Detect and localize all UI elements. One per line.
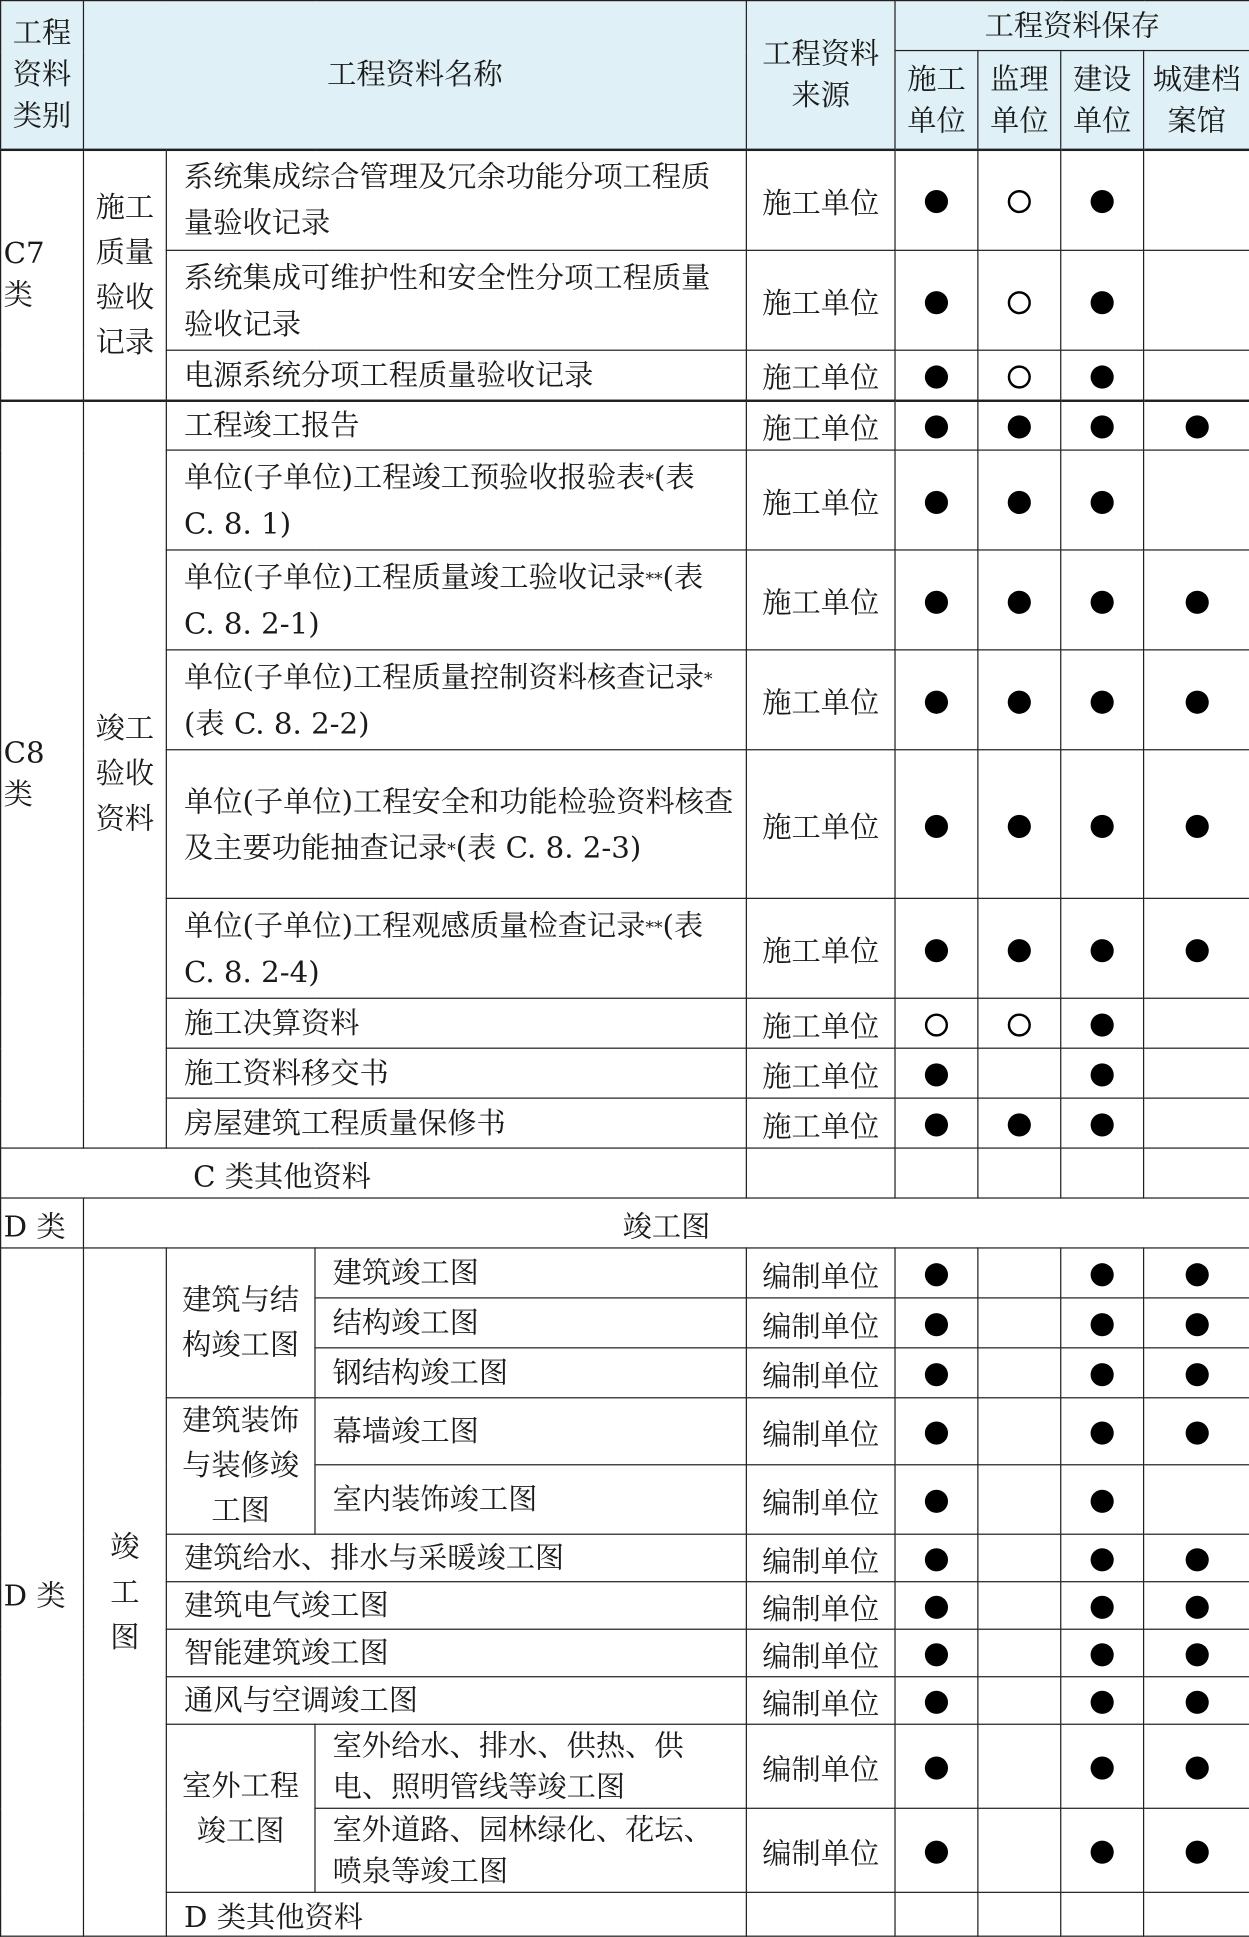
header-name: 工程资料名称	[83, 1, 746, 150]
filled-circle-icon	[1008, 590, 1031, 613]
filled-circle-icon	[925, 590, 948, 613]
storage-cell	[895, 1465, 978, 1534]
filled-circle-icon	[1185, 939, 1208, 962]
filled-circle-icon	[1091, 365, 1114, 388]
filled-circle-icon	[1091, 1313, 1114, 1336]
filled-circle-icon	[925, 814, 948, 837]
form-reference: (表 C. 8. 2-1)	[183, 559, 704, 641]
table-row	[1, 898, 1249, 998]
storage-cell	[1144, 1248, 1249, 1298]
table-body	[1, 1, 1249, 1937]
filled-circle-icon	[1091, 1263, 1114, 1286]
storage-cell	[1144, 1098, 1249, 1148]
storage-cell	[895, 1398, 978, 1466]
filled-circle-icon	[1091, 1841, 1114, 1864]
storage-cell	[895, 1348, 978, 1398]
item-name: 通风与空调竣工图	[166, 1677, 746, 1725]
source-cell: 施工单位	[746, 149, 895, 250]
filled-circle-icon	[1091, 190, 1114, 213]
filled-circle-icon	[1185, 1313, 1208, 1336]
filled-circle-icon	[925, 939, 948, 962]
storage-cell	[895, 898, 978, 998]
item-name	[166, 450, 746, 550]
storage-cell	[895, 250, 978, 350]
item-name	[166, 998, 746, 1048]
form-reference: (表 C. 8. 1)	[183, 459, 695, 541]
source-cell: 施工单位	[746, 898, 895, 998]
filled-circle-icon	[925, 1757, 948, 1780]
source-cell: 编制单位	[746, 1398, 895, 1466]
storage-cell	[978, 1582, 1061, 1630]
filled-circle-icon	[1185, 1422, 1208, 1445]
item-name	[166, 750, 746, 899]
storage-cell	[1061, 250, 1144, 350]
storage-cell	[1061, 998, 1144, 1048]
item-name-text: 施工决算资料	[183, 1006, 360, 1041]
item-name: 钢结构竣工图	[315, 1348, 746, 1398]
section-title: 竣工图	[83, 1198, 1249, 1248]
filled-circle-icon	[1008, 416, 1031, 439]
header-storage-col: 建设单位	[1061, 51, 1144, 150]
source-cell: 施工单位	[746, 1048, 895, 1098]
filled-circle-icon	[1091, 1691, 1114, 1714]
group-cell: 竣工图	[83, 1248, 166, 1936]
filled-circle-icon	[1091, 291, 1114, 314]
form-reference: (表 C. 8. 2-2)	[183, 705, 370, 741]
storage-cell	[895, 450, 978, 550]
storage-cell	[1061, 1534, 1144, 1582]
source-cell	[746, 1892, 895, 1936]
source-cell: 施工单位	[746, 750, 895, 899]
filled-circle-icon	[925, 1313, 948, 1336]
storage-cell	[978, 750, 1061, 899]
storage-cell	[1061, 650, 1144, 750]
item-name	[166, 1098, 746, 1148]
filled-circle-icon	[1185, 1643, 1208, 1666]
storage-cell	[978, 1048, 1061, 1098]
storage-cell	[1144, 1582, 1249, 1630]
storage-cell	[978, 1677, 1061, 1725]
item-name	[166, 550, 746, 650]
source-cell: 编制单位	[746, 1248, 895, 1298]
item-name-text: 系统集成可维护性和安全性分项工程质量验收记录	[183, 260, 711, 341]
storage-cell	[895, 1148, 978, 1198]
storage-cell	[978, 1148, 1061, 1198]
subgroup-cell: 建筑装饰与装修竣工图	[166, 1398, 315, 1534]
storage-cell	[1061, 550, 1144, 650]
storage-cell	[1144, 450, 1249, 550]
hollow-circle-icon	[1008, 291, 1031, 314]
item-name: 幕墙竣工图	[315, 1398, 746, 1466]
filled-circle-icon	[1091, 939, 1114, 962]
storage-cell	[1061, 450, 1144, 550]
storage-cell	[1061, 1298, 1144, 1348]
table-row	[1, 1629, 1249, 1677]
storage-cell	[1061, 1248, 1144, 1298]
storage-cell	[1144, 1298, 1249, 1348]
header-row	[1, 1, 1249, 51]
header-storage-col: 监理单位	[978, 51, 1061, 150]
filled-circle-icon	[925, 1691, 948, 1714]
storage-cell	[978, 1248, 1061, 1298]
item-name-text: 单位(子单位)工程质量控制资料核查记录	[183, 659, 704, 694]
source-cell: 编制单位	[746, 1348, 895, 1398]
item-name-text: 系统集成综合管理及冗余功能分项工程质量验收记录	[183, 159, 711, 241]
storage-cell	[1144, 1398, 1249, 1466]
group-cell: 竣工验收资料	[83, 400, 166, 1148]
storage-cell	[1061, 350, 1144, 400]
filled-circle-icon	[1008, 939, 1031, 962]
storage-cell	[1144, 750, 1249, 899]
item-name: 室内装饰竣工图	[315, 1465, 746, 1534]
category-cell: D 类	[1, 1198, 84, 1248]
storage-cell	[1144, 1048, 1249, 1098]
storage-cell	[1061, 1677, 1144, 1725]
c-other-label: C 类其他资料	[1, 1148, 747, 1198]
subgroup-cell: 建筑与结构竣工图	[166, 1248, 315, 1398]
category-cell: C7 类	[1, 149, 84, 400]
storage-cell	[1144, 998, 1249, 1048]
table-row	[1, 750, 1249, 899]
item-name	[166, 250, 746, 350]
filled-circle-icon	[925, 1422, 948, 1445]
storage-cell	[895, 1582, 978, 1630]
storage-cell	[895, 350, 978, 400]
filled-circle-icon	[1091, 1363, 1114, 1386]
source-cell: 施工单位	[746, 1098, 895, 1148]
storage-cell	[1144, 1148, 1249, 1198]
table-row	[1, 1098, 1249, 1148]
subgroup-cell: 室外工程竣工图	[166, 1724, 315, 1892]
storage-cell	[1144, 1465, 1249, 1534]
source-cell: 施工单位	[746, 650, 895, 750]
filled-circle-icon	[925, 490, 948, 513]
storage-cell	[1144, 550, 1249, 650]
filled-circle-icon	[1091, 1490, 1114, 1513]
header-storage: 工程资料保存	[895, 1, 1249, 51]
footnote-mark: *	[447, 839, 456, 860]
storage-cell	[978, 550, 1061, 650]
storage-cell	[1061, 1048, 1144, 1098]
table-row	[1, 1534, 1249, 1582]
form-reference: (表 C. 8. 2-4)	[183, 908, 704, 989]
storage-cell	[978, 1808, 1061, 1892]
source-cell: 编制单位	[746, 1808, 895, 1892]
form-reference: (表 C. 8. 2-3)	[455, 830, 642, 865]
table-row	[1, 1677, 1249, 1725]
table-row	[1, 1724, 1249, 1808]
table-row	[1, 1398, 1249, 1466]
filled-circle-icon	[1008, 490, 1031, 513]
item-name	[166, 350, 746, 400]
storage-cell	[1144, 400, 1249, 450]
item-name	[166, 898, 746, 998]
source-cell: 编制单位	[746, 1534, 895, 1582]
footnote-mark: **	[645, 917, 663, 938]
filled-circle-icon	[925, 1548, 948, 1571]
filled-circle-icon	[1091, 1643, 1114, 1666]
item-name: 室外道路、园林绿化、花坛、喷泉等竣工图	[315, 1808, 746, 1892]
item-name	[166, 1048, 746, 1098]
item-name-text: 单位(子单位)工程观感质量检查记录	[183, 908, 646, 943]
filled-circle-icon	[925, 1113, 948, 1136]
storage-cell	[895, 1892, 978, 1936]
filled-circle-icon	[1091, 690, 1114, 713]
source-cell: 施工单位	[746, 250, 895, 350]
item-name-text: 单位(子单位)工程竣工预验收报验表	[183, 459, 646, 494]
filled-circle-icon	[925, 690, 948, 713]
source-cell: 编制单位	[746, 1465, 895, 1534]
filled-circle-icon	[1091, 1113, 1114, 1136]
table-row	[1, 149, 1249, 250]
item-name: 建筑给水、排水与采暖竣工图	[166, 1534, 746, 1582]
table-row	[1, 998, 1249, 1048]
storage-cell	[978, 450, 1061, 550]
filled-circle-icon	[925, 190, 948, 213]
storage-cell	[895, 998, 978, 1048]
storage-cell	[1144, 1629, 1249, 1677]
storage-cell	[895, 1677, 978, 1725]
storage-cell	[895, 1808, 978, 1892]
storage-cell	[1061, 750, 1144, 899]
storage-cell	[978, 1629, 1061, 1677]
filled-circle-icon	[925, 365, 948, 388]
source-cell: 施工单位	[746, 400, 895, 450]
category-cell: C8 类	[1, 400, 84, 1148]
filled-circle-icon	[925, 416, 948, 439]
storage-cell	[1144, 350, 1249, 400]
filled-circle-icon	[925, 1363, 948, 1386]
table-row	[1, 650, 1249, 750]
source-cell: 施工单位	[746, 998, 895, 1048]
storage-cell	[978, 898, 1061, 998]
filled-circle-icon	[1091, 416, 1114, 439]
footnote-mark: **	[645, 569, 663, 589]
header-storage-col: 城建档案馆	[1144, 51, 1249, 150]
source-cell: 编制单位	[746, 1298, 895, 1348]
storage-cell	[1144, 1534, 1249, 1582]
filled-circle-icon	[1185, 1548, 1208, 1571]
filled-circle-icon	[1091, 1422, 1114, 1445]
table-row	[1, 1048, 1249, 1098]
item-name: 智能建筑竣工图	[166, 1629, 746, 1677]
storage-cell	[895, 400, 978, 450]
storage-cell	[1144, 250, 1249, 350]
storage-cell	[1144, 1892, 1249, 1936]
item-name: 建筑竣工图	[315, 1248, 746, 1298]
filled-circle-icon	[1185, 690, 1208, 713]
footnote-mark: *	[703, 669, 713, 689]
filled-circle-icon	[1091, 1548, 1114, 1571]
filled-circle-icon	[1091, 1063, 1114, 1086]
storage-cell	[978, 1098, 1061, 1148]
header-source: 工程资料来源	[746, 1, 895, 150]
storage-cell	[1061, 1582, 1144, 1630]
storage-cell	[895, 1098, 978, 1148]
storage-cell	[1061, 1892, 1144, 1936]
item-name	[166, 149, 746, 250]
filled-circle-icon	[925, 1841, 948, 1864]
hollow-circle-icon	[1008, 190, 1031, 213]
filled-circle-icon	[925, 1063, 948, 1086]
storage-cell	[978, 350, 1061, 400]
storage-cell	[978, 1348, 1061, 1398]
filled-circle-icon	[1185, 1757, 1208, 1780]
storage-cell	[895, 1248, 978, 1298]
filled-circle-icon	[1185, 1363, 1208, 1386]
item-name-text: 工程竣工报告	[183, 408, 360, 443]
storage-cell	[1061, 1098, 1144, 1148]
filled-circle-icon	[925, 291, 948, 314]
storage-cell	[978, 250, 1061, 350]
storage-cell	[1061, 400, 1144, 450]
source-cell: 编制单位	[746, 1677, 895, 1725]
filled-circle-icon	[1091, 590, 1114, 613]
storage-cell	[1144, 149, 1249, 250]
storage-cell	[1144, 1348, 1249, 1398]
storage-cell	[895, 1534, 978, 1582]
storage-cell	[978, 1465, 1061, 1534]
storage-cell	[1144, 650, 1249, 750]
item-name: 室外给水、排水、供热、供电、照明管线等竣工图	[315, 1724, 746, 1808]
filled-circle-icon	[1185, 814, 1208, 837]
filled-circle-icon	[1185, 416, 1208, 439]
filled-circle-icon	[1091, 490, 1114, 513]
storage-cell	[895, 1048, 978, 1098]
table-row	[1, 350, 1249, 400]
table-row	[1, 1582, 1249, 1630]
item-name: 结构竣工图	[315, 1298, 746, 1348]
header-category: 工程资料类别	[1, 1, 84, 150]
storage-cell	[1061, 1629, 1144, 1677]
storage-cell	[895, 149, 978, 250]
storage-cell	[978, 998, 1061, 1048]
table-row	[1, 450, 1249, 550]
filled-circle-icon	[1091, 1596, 1114, 1619]
item-name	[166, 650, 746, 750]
source-cell: 施工单位	[746, 550, 895, 650]
source-cell: 施工单位	[746, 350, 895, 400]
storage-cell	[895, 650, 978, 750]
storage-cell	[1144, 1677, 1249, 1725]
category-cell: D 类	[1, 1248, 84, 1936]
storage-cell	[1061, 1398, 1144, 1466]
filled-circle-icon	[925, 1490, 948, 1513]
filled-circle-icon	[1185, 590, 1208, 613]
filled-circle-icon	[1008, 690, 1031, 713]
storage-cell	[1061, 1348, 1144, 1398]
storage-cell	[1061, 1724, 1144, 1808]
storage-cell	[895, 1298, 978, 1348]
source-cell: 编制单位	[746, 1724, 895, 1808]
filled-circle-icon	[1091, 1013, 1114, 1036]
storage-cell	[978, 1298, 1061, 1348]
item-name-text: 房屋建筑工程质量保修书	[183, 1106, 506, 1141]
storage-cell	[978, 650, 1061, 750]
source-cell: 编制单位	[746, 1582, 895, 1630]
storage-cell	[1061, 149, 1144, 250]
table-row	[1, 250, 1249, 350]
filled-circle-icon	[1008, 814, 1031, 837]
storage-cell	[978, 1892, 1061, 1936]
source-cell: 施工单位	[746, 450, 895, 550]
group-cell: 施工质量验收记录	[83, 149, 166, 400]
filled-circle-icon	[1091, 1757, 1114, 1780]
storage-cell	[895, 550, 978, 650]
storage-cell	[895, 1629, 978, 1677]
item-name-text: 电源系统分项工程质量验收记录	[183, 357, 594, 392]
storage-cell	[1144, 898, 1249, 998]
storage-cell	[1144, 1724, 1249, 1808]
storage-cell	[978, 1724, 1061, 1808]
filled-circle-icon	[1185, 1841, 1208, 1864]
hollow-circle-icon	[1008, 1013, 1031, 1036]
table-row	[1, 400, 1249, 450]
filled-circle-icon	[1185, 1691, 1208, 1714]
item-name: 建筑电气竣工图	[166, 1582, 746, 1630]
d-other-label: D 类其他资料	[166, 1892, 746, 1936]
hollow-circle-icon	[925, 1013, 948, 1036]
footnote-mark: *	[645, 469, 655, 490]
filled-circle-icon	[1091, 814, 1114, 837]
table-row	[1, 1198, 1249, 1248]
filled-circle-icon	[925, 1643, 948, 1666]
item-name-text: 单位(子单位)工程质量竣工验收记录	[183, 559, 646, 594]
storage-cell	[978, 1398, 1061, 1466]
storage-cell	[978, 149, 1061, 250]
table-row	[1, 1148, 1249, 1198]
source-cell: 编制单位	[746, 1629, 895, 1677]
filled-circle-icon	[925, 1263, 948, 1286]
filled-circle-icon	[1185, 1263, 1208, 1286]
storage-cell	[1061, 1808, 1144, 1892]
storage-cell	[978, 400, 1061, 450]
storage-cell	[1061, 898, 1144, 998]
item-name	[166, 400, 746, 450]
filled-circle-icon	[1185, 1596, 1208, 1619]
table-row	[1, 1248, 1249, 1298]
item-name-text: 施工资料移交书	[183, 1056, 389, 1091]
item-name-text: 单位(子单位)工程安全和功能检验资料核查及主要功能抽查记录	[183, 783, 734, 865]
source-cell	[746, 1148, 895, 1198]
storage-cell	[895, 750, 978, 899]
filled-circle-icon	[1008, 1113, 1031, 1136]
table-row	[1, 1892, 1249, 1936]
hollow-circle-icon	[1008, 365, 1031, 388]
storage-cell	[1061, 1465, 1144, 1534]
header-storage-col: 施工单位	[895, 51, 978, 150]
filled-circle-icon	[925, 1596, 948, 1619]
storage-cell	[1144, 1808, 1249, 1892]
storage-cell	[1061, 1148, 1144, 1198]
table-row	[1, 550, 1249, 650]
storage-cell	[978, 1534, 1061, 1582]
storage-cell	[895, 1724, 978, 1808]
